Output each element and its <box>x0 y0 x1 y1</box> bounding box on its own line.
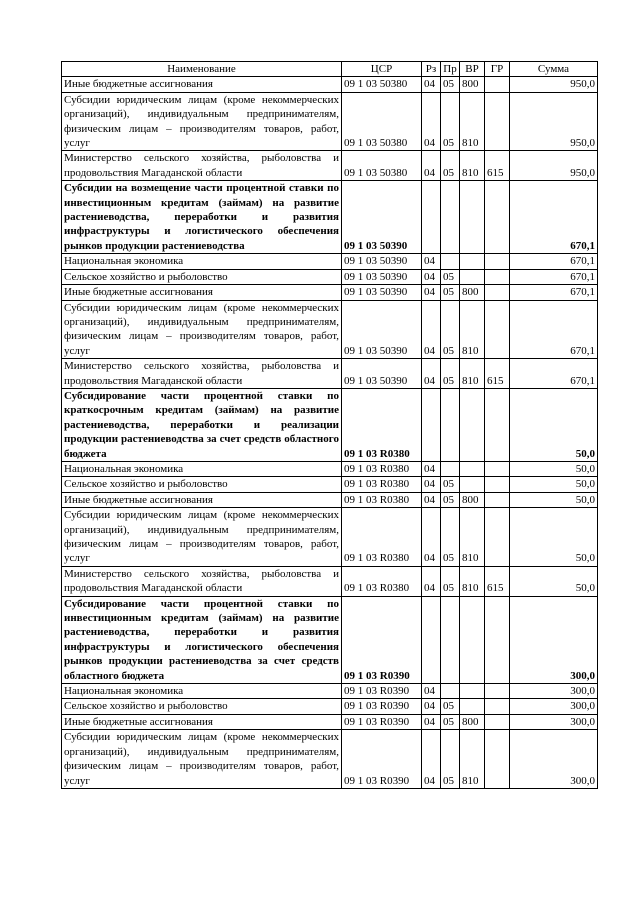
table-row <box>62 730 598 789</box>
cell-vr <box>460 181 485 254</box>
table-row <box>62 492 598 507</box>
cell-pr: 05 <box>441 714 460 729</box>
cell-rz: 04 <box>422 492 441 507</box>
cell-sum: 670,1 <box>510 359 598 389</box>
cell-csr: 09 1 03 50390 <box>342 285 422 300</box>
budget-table <box>61 61 598 789</box>
cell-name: Министерство сельского хозяйства, рыболовства и продовольствия Магаданской области <box>62 566 342 596</box>
cell-gr: 615 <box>485 359 510 389</box>
table-row <box>62 596 598 683</box>
cell-vr: 810 <box>460 92 485 151</box>
cell-pr: 05 <box>441 269 460 284</box>
cell-sum: 670,1 <box>510 254 598 269</box>
cell-vr <box>460 699 485 714</box>
cell-rz <box>422 388 441 461</box>
cell-name: Иные бюджетные ассигнования <box>62 285 342 300</box>
cell-sum: 670,1 <box>510 269 598 284</box>
table-row <box>62 699 598 714</box>
cell-sum: 300,0 <box>510 699 598 714</box>
cell-name: Национальная экономика <box>62 461 342 476</box>
cell-name: Субсидирование части процентной ставки по инвестиционным кредитам (займам) на развитие растениеводства, переработки и развития инфраструктуры и логистического обеспечения рынков продукции растениеводства за счет средств областного бюджета <box>62 596 342 683</box>
cell-csr: 09 1 03 R0380 <box>342 566 422 596</box>
header-sum: Сумма <box>510 62 598 77</box>
cell-gr <box>485 684 510 699</box>
cell-vr <box>460 388 485 461</box>
cell-sum: 300,0 <box>510 596 598 683</box>
cell-sum: 50,0 <box>510 508 598 567</box>
cell-pr: 05 <box>441 566 460 596</box>
cell-vr: 810 <box>460 508 485 567</box>
cell-name: Субсидии юридическим лицам (кроме некоммерческих организаций), индивидуальным предпринимателям, физическим лицам – производителям товаров, работ, услуг <box>62 300 342 359</box>
cell-name: Министерство сельского хозяйства, рыболовства и продовольствия Магаданской области <box>62 359 342 389</box>
cell-csr: 09 1 03 50390 <box>342 254 422 269</box>
cell-name: Субсидии юридическим лицам (кроме некоммерческих организаций), индивидуальным предпринимателям, физическим лицам – производителям товаров, работ, услуг <box>62 92 342 151</box>
table-row <box>62 508 598 567</box>
cell-name: Иные бюджетные ассигнования <box>62 77 342 92</box>
table-row <box>62 181 598 254</box>
cell-vr <box>460 254 485 269</box>
table-body <box>62 77 598 789</box>
cell-gr <box>485 508 510 567</box>
table-row <box>62 300 598 359</box>
cell-vr: 810 <box>460 359 485 389</box>
cell-name: Министерство сельского хозяйства, рыболовства и продовольствия Магаданской области <box>62 151 342 181</box>
cell-sum: 950,0 <box>510 151 598 181</box>
table-row <box>62 254 598 269</box>
cell-rz: 04 <box>422 77 441 92</box>
cell-vr <box>460 596 485 683</box>
table-header-row <box>62 62 598 77</box>
cell-gr <box>485 92 510 151</box>
cell-sum: 50,0 <box>510 477 598 492</box>
cell-pr: 05 <box>441 508 460 567</box>
cell-csr: 09 1 03 50390 <box>342 269 422 284</box>
cell-csr: 09 1 03 R0380 <box>342 461 422 476</box>
cell-vr: 810 <box>460 566 485 596</box>
cell-gr <box>485 730 510 789</box>
cell-pr <box>441 596 460 683</box>
table-row <box>62 359 598 389</box>
cell-sum: 300,0 <box>510 684 598 699</box>
cell-name: Субсидии юридическим лицам (кроме некоммерческих организаций), индивидуальным предпринимателям, физическим лицам – производителям товаров, работ, услуг <box>62 508 342 567</box>
header-name: Наименование <box>62 62 342 77</box>
table-row <box>62 477 598 492</box>
table-row <box>62 92 598 151</box>
cell-gr <box>485 300 510 359</box>
cell-csr: 09 1 03 50390 <box>342 181 422 254</box>
cell-rz: 04 <box>422 699 441 714</box>
cell-rz <box>422 181 441 254</box>
cell-rz: 04 <box>422 684 441 699</box>
header-gr: ГР <box>485 62 510 77</box>
cell-vr <box>460 461 485 476</box>
cell-pr <box>441 181 460 254</box>
cell-csr: 09 1 03 R0390 <box>342 596 422 683</box>
cell-vr: 800 <box>460 285 485 300</box>
cell-pr <box>441 254 460 269</box>
cell-rz: 04 <box>422 92 441 151</box>
cell-vr: 800 <box>460 714 485 729</box>
cell-rz: 04 <box>422 730 441 789</box>
table-row <box>62 77 598 92</box>
cell-name: Субсидирование части процентной ставки по краткосрочным кредитам (займам) на развитие растениеводства, переработки и реализации продукции растениеводства за счет средств областного бюджета <box>62 388 342 461</box>
cell-sum: 50,0 <box>510 492 598 507</box>
header-csr: ЦСР <box>342 62 422 77</box>
cell-pr: 05 <box>441 285 460 300</box>
header-vr: ВР <box>460 62 485 77</box>
cell-name: Национальная экономика <box>62 254 342 269</box>
table-row <box>62 269 598 284</box>
cell-gr <box>485 388 510 461</box>
cell-csr: 09 1 03 50380 <box>342 77 422 92</box>
cell-csr: 09 1 03 R0380 <box>342 388 422 461</box>
cell-vr <box>460 684 485 699</box>
cell-sum: 950,0 <box>510 77 598 92</box>
cell-gr: 615 <box>485 566 510 596</box>
cell-gr <box>485 492 510 507</box>
cell-rz: 04 <box>422 285 441 300</box>
cell-rz: 04 <box>422 714 441 729</box>
cell-pr <box>441 461 460 476</box>
cell-sum: 670,1 <box>510 285 598 300</box>
cell-pr <box>441 684 460 699</box>
cell-csr: 09 1 03 R0380 <box>342 477 422 492</box>
cell-sum: 50,0 <box>510 461 598 476</box>
table-row <box>62 461 598 476</box>
cell-pr: 05 <box>441 359 460 389</box>
cell-rz: 04 <box>422 151 441 181</box>
cell-pr: 05 <box>441 730 460 789</box>
cell-sum: 50,0 <box>510 388 598 461</box>
header-rz: Рз <box>422 62 441 77</box>
cell-rz: 04 <box>422 566 441 596</box>
cell-gr: 615 <box>485 151 510 181</box>
cell-name: Сельское хозяйство и рыболовство <box>62 269 342 284</box>
cell-pr: 05 <box>441 92 460 151</box>
cell-name: Сельское хозяйство и рыболовство <box>62 699 342 714</box>
cell-vr: 810 <box>460 300 485 359</box>
cell-sum: 50,0 <box>510 566 598 596</box>
cell-gr <box>485 477 510 492</box>
cell-pr: 05 <box>441 151 460 181</box>
table-row <box>62 285 598 300</box>
cell-csr: 09 1 03 R0390 <box>342 684 422 699</box>
cell-vr: 800 <box>460 77 485 92</box>
table-row <box>62 714 598 729</box>
cell-vr: 800 <box>460 492 485 507</box>
cell-name: Субсидии на возмещение части процентной ставки по инвестиционным кредитам (займам) на развитие растениеводства, переработки и развития инфраструктуры и логистического обеспечения рынков продукции растениеводства <box>62 181 342 254</box>
cell-rz: 04 <box>422 477 441 492</box>
cell-name: Иные бюджетные ассигнования <box>62 492 342 507</box>
cell-sum: 300,0 <box>510 730 598 789</box>
cell-csr: 09 1 03 R0380 <box>342 508 422 567</box>
cell-gr <box>485 269 510 284</box>
cell-rz: 04 <box>422 300 441 359</box>
cell-csr: 09 1 03 50380 <box>342 151 422 181</box>
table-row <box>62 684 598 699</box>
header-pr: Пр <box>441 62 460 77</box>
cell-csr: 09 1 03 50380 <box>342 92 422 151</box>
cell-gr <box>485 714 510 729</box>
cell-rz: 04 <box>422 359 441 389</box>
cell-rz: 04 <box>422 508 441 567</box>
cell-rz: 04 <box>422 254 441 269</box>
cell-pr: 05 <box>441 477 460 492</box>
cell-gr <box>485 181 510 254</box>
cell-csr: 09 1 03 50390 <box>342 300 422 359</box>
cell-gr <box>485 77 510 92</box>
cell-rz: 04 <box>422 461 441 476</box>
cell-gr <box>485 461 510 476</box>
cell-csr: 09 1 03 R0390 <box>342 714 422 729</box>
cell-gr <box>485 254 510 269</box>
cell-vr: 810 <box>460 730 485 789</box>
table-row <box>62 388 598 461</box>
cell-pr: 05 <box>441 492 460 507</box>
table-row <box>62 151 598 181</box>
cell-sum: 670,1 <box>510 300 598 359</box>
cell-gr <box>485 699 510 714</box>
cell-sum: 950,0 <box>510 92 598 151</box>
cell-csr: 09 1 03 R0380 <box>342 492 422 507</box>
cell-rz <box>422 596 441 683</box>
cell-name: Сельское хозяйство и рыболовство <box>62 477 342 492</box>
cell-gr <box>485 285 510 300</box>
cell-pr <box>441 388 460 461</box>
cell-sum: 300,0 <box>510 714 598 729</box>
cell-pr: 05 <box>441 699 460 714</box>
cell-vr: 810 <box>460 151 485 181</box>
cell-gr <box>485 596 510 683</box>
cell-sum: 670,1 <box>510 181 598 254</box>
cell-vr <box>460 477 485 492</box>
cell-csr: 09 1 03 R0390 <box>342 699 422 714</box>
cell-vr <box>460 269 485 284</box>
cell-name: Иные бюджетные ассигнования <box>62 714 342 729</box>
cell-csr: 09 1 03 50390 <box>342 359 422 389</box>
cell-csr: 09 1 03 R0390 <box>342 730 422 789</box>
cell-pr: 05 <box>441 77 460 92</box>
cell-rz: 04 <box>422 269 441 284</box>
cell-pr: 05 <box>441 300 460 359</box>
cell-name: Национальная экономика <box>62 684 342 699</box>
table-row <box>62 566 598 596</box>
cell-name: Субсидии юридическим лицам (кроме некоммерческих организаций), индивидуальным предпринимателям, физическим лицам – производителям товаров, работ, услуг <box>62 730 342 789</box>
